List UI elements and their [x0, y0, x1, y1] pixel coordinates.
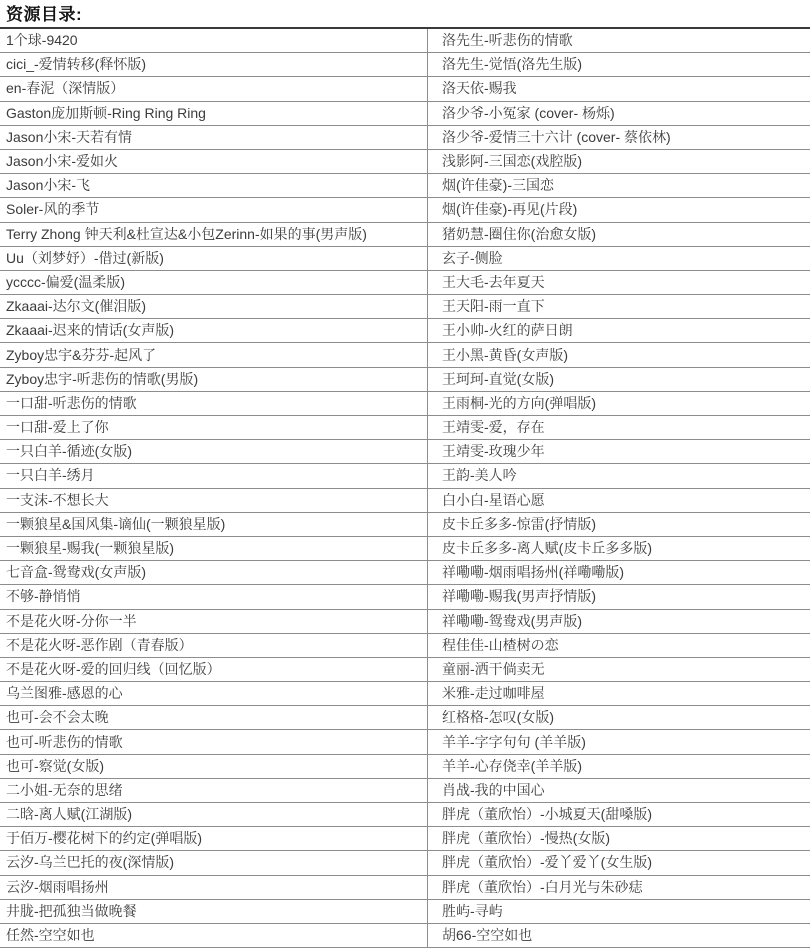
resource-item: Zyboy忠宇-听悲伤的情歌(男版): [0, 367, 428, 391]
table-row: [0, 77, 810, 101]
resource-item: 二小姐-无奈的思绪: [0, 778, 428, 802]
page-title: 资源目录:: [0, 0, 810, 27]
table-row: [0, 101, 810, 125]
table-row: [0, 198, 810, 222]
resource-item: 皮卡丘多多-离人赋(皮卡丘多多版): [428, 536, 810, 560]
table-row: [0, 585, 810, 609]
table-row: [0, 754, 810, 778]
resource-item: 也可-听悲伤的情歌: [0, 730, 428, 754]
table-row: [0, 295, 810, 319]
resource-item: 云汐-乌兰巴托的夜(深情版): [0, 851, 428, 875]
table-row: [0, 851, 810, 875]
resource-item: 一颗狼星&国风集-谪仙(一颗狼星版): [0, 512, 428, 536]
resource-item: 祥嘞嘞-鸳鸯戏(男声版): [428, 609, 810, 633]
resource-item: 皮卡丘多多-惊雷(抒情版): [428, 512, 810, 536]
resource-item: Terry Zhong 钟天利&杜宣达&小包Zerinn-如果的事(男声版): [0, 222, 428, 246]
table-row: [0, 174, 810, 198]
resource-item: 也可-察觉(女版): [0, 754, 428, 778]
table-row: [0, 149, 810, 173]
resource-item: 不是花火呀-爱的回归线（回忆版）: [0, 657, 428, 681]
table-row: [0, 803, 810, 827]
resource-item: 不是花火呀-分你一半: [0, 609, 428, 633]
resource-item: 胖虎（董欣怡）-白月光与朱砂痣: [428, 875, 810, 899]
resource-item: Jason小宋-爱如火: [0, 149, 428, 173]
resource-item: Jason小宋-飞: [0, 174, 428, 198]
resource-item: 王韵-美人吟: [428, 464, 810, 488]
resource-item: 白小白-星语心愿: [428, 488, 810, 512]
resource-item: 一口甜-听悲伤的情歌: [0, 391, 428, 415]
resource-item: 羊羊-字字句句 (羊羊版): [428, 730, 810, 754]
resource-item: 于佰万-樱花树下的约定(弹唱版): [0, 827, 428, 851]
table-row: [0, 561, 810, 585]
resource-item: 祥嘞嘞-烟雨唱扬州(祥嘞嘞版): [428, 561, 810, 585]
table-row: [0, 536, 810, 560]
resource-item: 王珂珂-直觉(女版): [428, 367, 810, 391]
resource-item: 红格格-怎叹(女版): [428, 706, 810, 730]
resource-item: 任然-空空如也: [0, 923, 428, 947]
table-row: [0, 440, 810, 464]
resource-item: 云汐-烟雨唱扬州: [0, 875, 428, 899]
resource-item: Zkaaai-达尔文(催泪版): [0, 295, 428, 319]
table-row: [0, 367, 810, 391]
resource-item: 王小帅-火红的萨日朗: [428, 319, 810, 343]
resource-item: 胖虎（董欣怡）-慢热(女版): [428, 827, 810, 851]
table-row: [0, 343, 810, 367]
resource-item: 七音盒-鸳鸯戏(女声版): [0, 561, 428, 585]
table-row: [0, 875, 810, 899]
resource-item: 乌兰图雅-感恩的心: [0, 682, 428, 706]
resource-item: cici_-爱情转移(释怀版): [0, 53, 428, 77]
table-row: [0, 609, 810, 633]
resource-item: Zyboy忠宇&芬芬-起风了: [0, 343, 428, 367]
resource-item: 洛天依-赐我: [428, 77, 810, 101]
resource-item: Jason小宋-天若有情: [0, 125, 428, 149]
resource-table-body: [0, 28, 810, 948]
resource-item: 米雅-走过咖啡屋: [428, 682, 810, 706]
resource-item: Gaston庞加斯顿-Ring Ring Ring: [0, 101, 428, 125]
resource-item: 王小黑-黄昏(女声版): [428, 343, 810, 367]
table-row: [0, 923, 810, 947]
table-row: [0, 657, 810, 681]
resource-item: 洛少爷-爱情三十六计 (cover- 蔡依林): [428, 125, 810, 149]
resource-table: [0, 27, 810, 948]
resource-item: 胡66-空空如也: [428, 923, 810, 947]
resource-item: 洛少爷-小冤家 (cover- 杨烁): [428, 101, 810, 125]
resource-item: Zkaaai-迟来的情话(女声版): [0, 319, 428, 343]
table-row: [0, 778, 810, 802]
resource-item: 肖战-我的中国心: [428, 778, 810, 802]
resource-item: 玄子-侧脸: [428, 246, 810, 270]
resource-item: 一颗狼星-赐我(一颗狼星版): [0, 536, 428, 560]
resource-item: 胖虎（董欣怡）-爱丫爱丫(女生版): [428, 851, 810, 875]
table-row: [0, 222, 810, 246]
resource-item: 不够-静悄悄: [0, 585, 428, 609]
resource-item: 也可-会不会太晚: [0, 706, 428, 730]
resource-item: 胜屿-寻屿: [428, 899, 810, 923]
table-row: [0, 488, 810, 512]
table-row: [0, 899, 810, 923]
resource-item: 洛先生-觉悟(洛先生版): [428, 53, 810, 77]
resource-item: 祥嘞嘞-赐我(男声抒情版): [428, 585, 810, 609]
table-row: [0, 464, 810, 488]
table-row: [0, 391, 810, 415]
table-row: [0, 682, 810, 706]
resource-item: 猪奶慧-圈住你(治愈女版): [428, 222, 810, 246]
resource-item: 浅影阿-三国恋(戏腔版): [428, 149, 810, 173]
table-row: [0, 125, 810, 149]
resource-item: 羊羊-心存侥幸(羊羊版): [428, 754, 810, 778]
resource-item: en-春泥（深情版）: [0, 77, 428, 101]
resource-item: 一只白羊-循迹(女版): [0, 440, 428, 464]
resource-item: Soler-风的季节: [0, 198, 428, 222]
resource-item: 二晗-离人赋(江湖版): [0, 803, 428, 827]
resource-item: 不是花火呀-恶作剧（青春版）: [0, 633, 428, 657]
resource-item: 王雨桐-光的方向(弹唱版): [428, 391, 810, 415]
table-row: [0, 319, 810, 343]
resource-item: 烟(许佳豪)-再见(片段): [428, 198, 810, 222]
table-row: [0, 270, 810, 294]
table-row: [0, 706, 810, 730]
resource-item: 王靖雯-爱，存在: [428, 416, 810, 440]
resource-item: 一只白羊-绣月: [0, 464, 428, 488]
resource-item: 王靖雯-玫瑰少年: [428, 440, 810, 464]
table-row: [0, 827, 810, 851]
resource-item: 胖虎（董欣怡）-小城夏天(甜嗓版): [428, 803, 810, 827]
resource-item: 一支沫-不想长大: [0, 488, 428, 512]
table-row: [0, 246, 810, 270]
table-row: [0, 28, 810, 53]
resource-item: 井胧-把孤独当做晚餐: [0, 899, 428, 923]
table-row: [0, 633, 810, 657]
resource-item: 王天阳-雨一直下: [428, 295, 810, 319]
table-row: [0, 730, 810, 754]
table-row: [0, 416, 810, 440]
resource-item: 王大毛-去年夏天: [428, 270, 810, 294]
resource-item: Uu（刘梦妤）-借过(新版): [0, 246, 428, 270]
resource-item: 一口甜-爱上了你: [0, 416, 428, 440]
table-row: [0, 53, 810, 77]
resource-item: 烟(许佳豪)-三国恋: [428, 174, 810, 198]
resource-item: 程佳佳-山楂树の恋: [428, 633, 810, 657]
table-row: [0, 512, 810, 536]
resource-item: 童丽-洒干倘卖无: [428, 657, 810, 681]
resource-item: 1个球-9420: [0, 28, 428, 53]
resource-item: ycccc-偏爱(温柔版): [0, 270, 428, 294]
resource-item: 洛先生-听悲伤的情歌: [428, 28, 810, 53]
